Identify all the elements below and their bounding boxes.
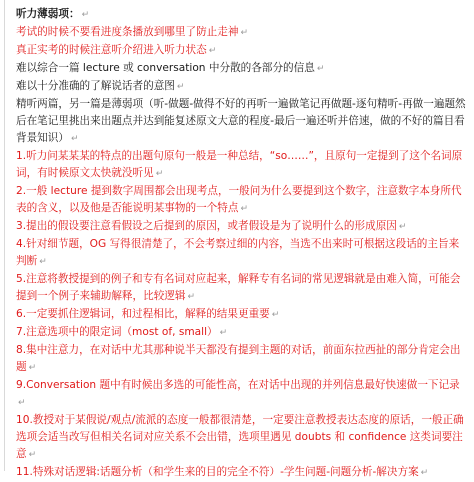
note-text: 精听两篇，另一篇是薄弱项（听-做题-做得不好的再听一遍做笔记再做题-逐句精听-再做一遍题然后在笔记里挑出来出题点并达到能复述原文大意的程度-最后一遍还听并倍速，做的不好的篇目看背景知识） bbox=[16, 98, 466, 144]
margin-guide bbox=[4, 0, 5, 471]
paragraph-mark-icon: ↵ bbox=[420, 468, 429, 478]
tip-item-8 bbox=[16, 342, 466, 377]
tip-text: 3.提出的假设要注意看假设之后提到的原因，或者假设是为了说明什么的形成原因 bbox=[16, 220, 397, 232]
paragraph-mark-icon: ↵ bbox=[155, 169, 164, 179]
paragraph-mark-icon: ↵ bbox=[81, 10, 90, 20]
heading-text: 听力薄弱项： bbox=[16, 8, 80, 20]
tip-text: 10.教授对于某假说/观点/流派的态度一般都很清楚，一定要注意教授表达态度的原话，一般正确选项会适当改写但相关名词对应关系不会出错，选项里遇见 doubts 和 confidence 这类词要注意 bbox=[16, 414, 464, 460]
paragraph-mark-icon: ↵ bbox=[271, 310, 280, 320]
note-text: 难以十分准确的了解说话者的意图 bbox=[16, 80, 175, 92]
paragraph-mark-icon: ↵ bbox=[398, 222, 407, 232]
paragraph-mark-icon: ↵ bbox=[316, 64, 325, 74]
note-line-2 bbox=[16, 42, 466, 60]
tip-text: 7.注意选项中的限定词（most of, small） bbox=[16, 326, 218, 338]
paragraph-mark-icon: ↵ bbox=[187, 292, 196, 302]
paragraph-mark-icon: ↵ bbox=[18, 398, 26, 408]
paragraph-mark-icon: ↵ bbox=[219, 328, 228, 338]
tip-text: 8.集中注意力，在对话中尤其那种说半天都没有提到主题的对话，前面东拉西扯的部分肯定会出题 bbox=[16, 344, 461, 373]
note-line-1 bbox=[16, 24, 466, 42]
heading-listening-weaknesses bbox=[16, 6, 466, 24]
tip-text: 6.一定要抓住逻辑词，和过程相比，解释的结果更重要 bbox=[16, 308, 270, 320]
note-text: 考试的时候不要看进度条播放到哪里了防止走神 bbox=[16, 26, 239, 38]
tip-text: 11.特殊对话逻辑:话题分析（和学生来的目的完全不符）-学生问题-问题分析-解决方案 bbox=[16, 466, 419, 478]
paragraph-mark-icon: ↵ bbox=[70, 134, 79, 144]
paragraph-mark-icon: ↵ bbox=[240, 204, 249, 214]
tip-text: 1.听力问某某某的特点的出题句原句一般是一种总结，“so……”，且原句一定提到了这个名词原词，有时候原文太快就没听见 bbox=[16, 150, 463, 179]
paragraph-mark-icon: ↵ bbox=[176, 82, 185, 92]
note-text: 真正实考的时候注意听介绍进入听力状态 bbox=[16, 44, 207, 56]
paragraph-mark-icon: ↵ bbox=[28, 363, 37, 373]
note-text: 难以综合一篇 lecture 或 conversation 中分散的各部分的信息 bbox=[16, 62, 315, 74]
tip-text: 5.注意将教授提到的例子和专有名词对应起来，解释专有名词的常见逻辑就是由难入简，可能会提到一个例子来辅助解释，比较逻辑 bbox=[16, 273, 461, 302]
paragraph-mark-icon: ↵ bbox=[39, 257, 47, 267]
tip-text: 2.一般 lecture 提到数字周围都会出现考点，一般问为什么要提到这个数字，注意数字本身所代表的含义，以及他是否能说明某事物的一个特点 bbox=[16, 185, 462, 214]
note-line-4 bbox=[16, 78, 466, 96]
tip-item-3 bbox=[16, 218, 466, 236]
paragraph-mark-icon: ↵ bbox=[208, 46, 217, 56]
tip-item-6 bbox=[16, 306, 466, 324]
tip-item-10 bbox=[16, 412, 466, 464]
note-line-3 bbox=[16, 60, 466, 78]
tip-item-1 bbox=[16, 148, 466, 183]
tip-item-11 bbox=[16, 464, 466, 482]
note-paragraph-intensive-listening bbox=[16, 96, 466, 148]
tip-text: 4.针对细节题，OG 写得很清楚了，不会考察过细的内容，当选不出来时可根据这段话的主旨来判断 bbox=[16, 238, 460, 267]
tip-text: 9.Conversation 题中有时候出多选的可能性高，在对话中出现的并列信息最好快速做一下记录 bbox=[16, 379, 460, 391]
tip-item-5 bbox=[16, 271, 466, 306]
paragraph-mark-icon: ↵ bbox=[28, 450, 37, 460]
tip-item-4 bbox=[16, 236, 466, 271]
tip-item-2 bbox=[16, 183, 466, 218]
tip-item-7 bbox=[16, 324, 466, 342]
paragraph-mark-icon: ↵ bbox=[240, 28, 249, 38]
tip-item-9 bbox=[16, 377, 466, 412]
